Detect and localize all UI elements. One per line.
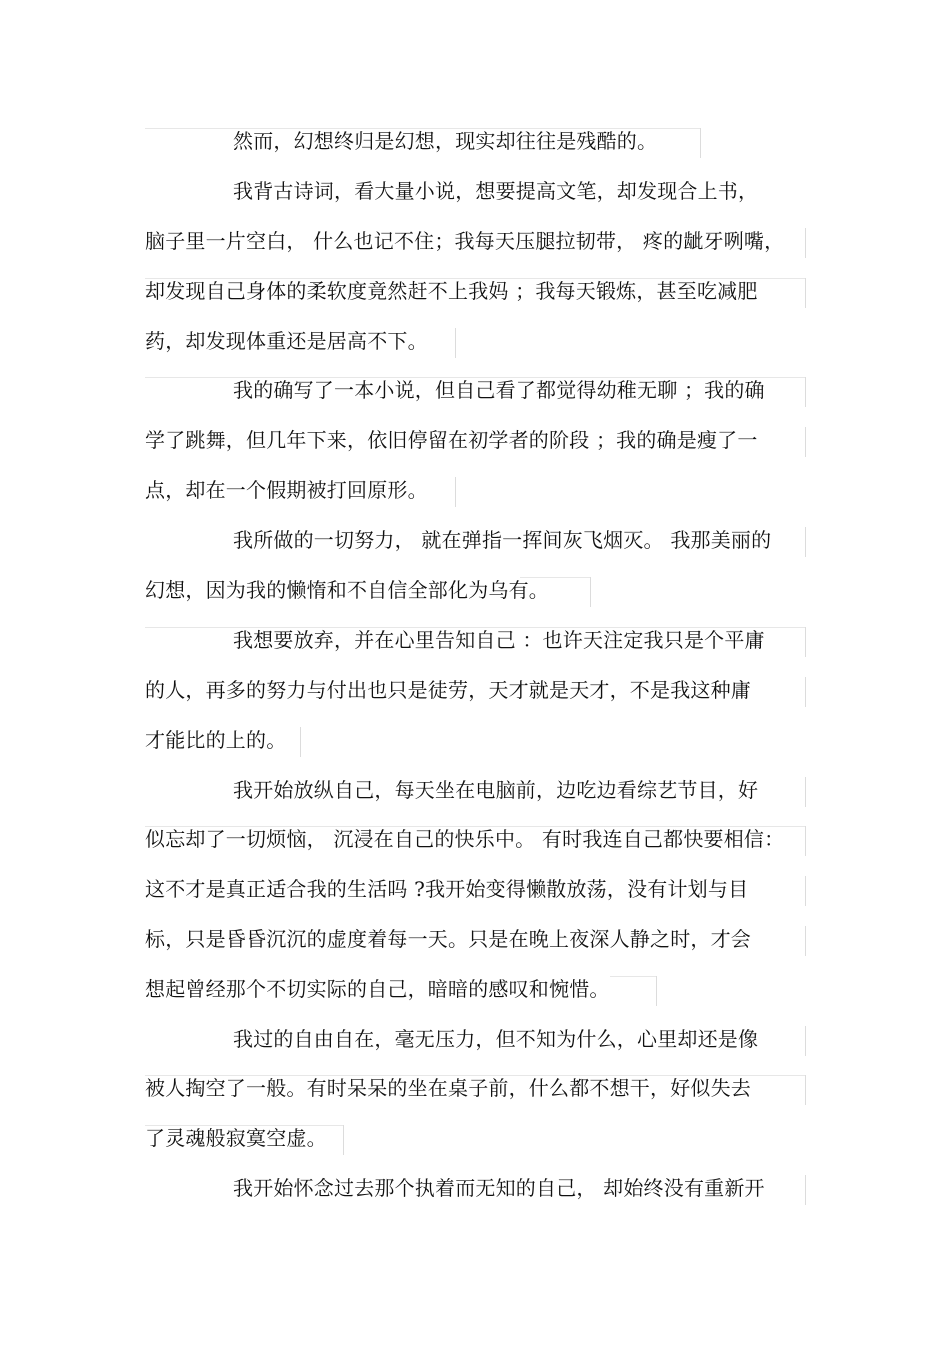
paragraph-line: 才能比的上的。: [145, 728, 287, 752]
paragraph-line: 却发现自己身体的柔软度竟然赶不上我妈 ；我每天锻炼，甚至吃减肥: [145, 279, 758, 303]
guide-rule: [656, 976, 657, 1006]
guide-rule: [805, 876, 806, 906]
guide-rule: [805, 1075, 806, 1105]
paragraph-line: 药，却发现体重还是居高不下。: [145, 329, 428, 353]
paragraph-line: 我的确写了一本小说，但自己看了都觉得幼稚无聊 ；我的确: [233, 378, 765, 402]
guide-rule: [805, 826, 806, 856]
guide-rule: [805, 278, 806, 308]
guide-rule: [805, 926, 806, 956]
guide-rule: [805, 427, 806, 457]
guide-rule: [805, 1175, 806, 1205]
paragraph-line: 我开始放纵自己，每天坐在电脑前，边吃边看综艺节目，好: [233, 778, 759, 802]
paragraph-line: 点，却在一个假期被打回原形。: [145, 478, 428, 502]
guide-rule: [455, 328, 456, 358]
paragraph-line: 这不才是真正适合我的生活吗 ?我开始变得懒散放荡，没有计划与目: [145, 877, 749, 901]
paragraph-line: 了灵魂般寂寞空虚。: [145, 1126, 327, 1150]
guide-rule: [700, 128, 701, 158]
guide-rule: [805, 527, 806, 557]
guide-rule: [805, 1026, 806, 1056]
paragraph-line: 想起曾经那个不切实际的自己，暗暗的感叹和惋惜。: [145, 977, 610, 1001]
guide-rule: [590, 577, 591, 607]
paragraph-line: 被人掏空了一般。有时呆呆的坐在桌子前，什么都不想干，好似失去: [145, 1076, 751, 1100]
paragraph-line: 标，只是昏昏沉沉的虚度着每一天。只是在晚上夜深人静之时，才会: [145, 927, 751, 951]
paragraph-line: 我所做的一切努力， 就在弹指一挥间灰飞烟灭。 我那美丽的: [233, 528, 772, 552]
guide-rule: [805, 627, 806, 657]
guide-rule: [300, 727, 301, 757]
paragraph-line: 的人，再多的努力与付出也只是徒劳，天才就是天才，不是我这种庸: [145, 678, 751, 702]
guide-rule: [805, 777, 806, 807]
paragraph-line: 脑子里一片空白， 什么也记不住；我每天压腿拉韧带， 疼的龇牙咧嘴，: [145, 229, 785, 253]
guide-rule: [343, 1125, 344, 1155]
paragraph-line: 我背古诗词，看大量小说，想要提高文笔，却发现合上书，: [233, 179, 759, 203]
paragraph-line: 然而，幻想终归是幻想，现实却往往是残酷的。: [233, 129, 658, 153]
paragraph-line: 似忘却了一切烦恼， 沉浸在自己的快乐中。 有时我连自己都快要相信：: [145, 827, 785, 851]
guide-rule: [805, 228, 806, 258]
paragraph-line: 幻想，因为我的懒惰和不自信全部化为乌有。: [145, 578, 549, 602]
guide-rule: [455, 477, 456, 507]
paragraph-line: 我开始怀念过去那个执着而无知的自己， 却始终没有重新开: [233, 1176, 765, 1200]
guide-rule: [610, 976, 656, 977]
paragraph-line: 我过的自由自在，毫无压力，但不知为什么，心里却还是像: [233, 1027, 759, 1051]
paragraph-line: 我想要放弃，并在心里告知自己 ：也许天注定我只是个平庸: [233, 628, 765, 652]
guide-rule: [805, 677, 806, 707]
guide-rule: [805, 377, 806, 407]
paragraph-line: 学了跳舞，但几年下来，依旧停留在初学者的阶段 ；我的确是瘦了一: [145, 428, 758, 452]
